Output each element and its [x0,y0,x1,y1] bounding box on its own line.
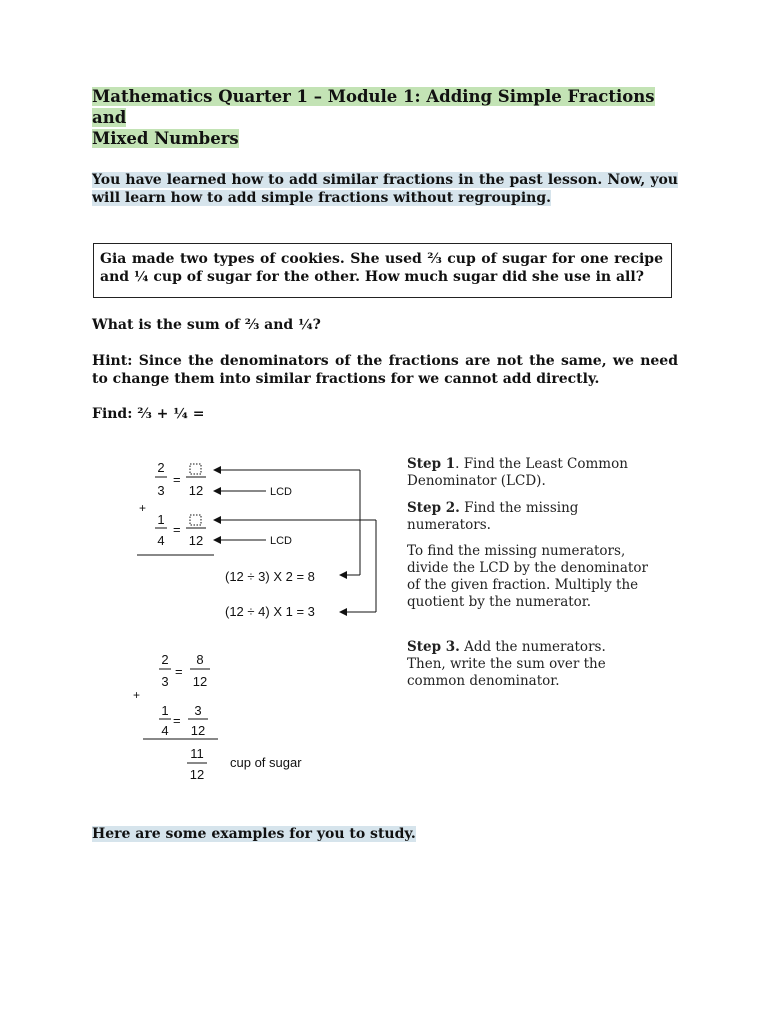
sum-unit: cup of sugar [230,755,302,770]
bot-eq-2: = [173,713,181,728]
examples-text: Here are some examples for you to study. [92,826,416,842]
top-r2-den: 12 [188,533,204,548]
bot-plus: + [133,688,141,702]
bot-f2-num: 1 [161,703,169,718]
find-text: Find: ⅔ + ¼ = [92,406,205,422]
top-f1-num: 2 [157,460,165,475]
step-1 [407,456,657,490]
step-2 [407,500,657,534]
document-title [92,86,692,149]
title-line-2: Mixed Numbers [92,129,239,148]
intro-text: You have learned how to add similar fractions in the past lesson. Now, you will learn how to add simple fractions without regrouping. [92,172,678,206]
missing-numerator-box-2 [190,515,201,525]
top-eq-2: = [173,522,181,537]
calc-line-1: (12 ÷ 3) X 2 = 8 [225,569,315,584]
hint-text: Hint: Since the denominators of the fractions are not the same, we need to change them into similar fractions for we cannot add directly. [92,353,678,387]
sum-num: 11 [190,746,204,761]
step-1-label: Step 1 [407,456,456,472]
step-3 [407,639,622,690]
step-3-label: Step 3. [407,639,460,655]
examples-intro [92,825,416,843]
sum-den: 12 [189,767,205,782]
bot-r1-num: 8 [196,652,204,667]
top-f2-den: 4 [157,533,165,548]
lcd-label-1: LCD [270,486,293,498]
bot-f2-den: 4 [161,723,169,738]
step-2-explanation [407,543,652,611]
title-line-1: Mathematics Quarter 1 – Module 1: Adding Simple Fractions and [92,87,655,127]
problem-box [93,243,672,298]
bot-f1-den: 3 [161,674,169,689]
missing-numerator-box-1 [190,464,201,474]
top-f2-num: 1 [157,512,165,527]
bot-r2-num: 3 [194,703,202,718]
step-3-text: Add the numerators. Then, write the sum over the common denominator. [407,639,606,689]
bot-r1-den: 12 [192,674,208,689]
step-2-explanation-text: To find the missing numerators, divide the LCD by the denominator of the given fraction. Multiply the quotient by the numerator. [407,543,648,610]
top-eq-1: = [173,472,181,487]
intro-paragraph [92,171,678,207]
bot-f1-num: 2 [161,652,169,667]
top-plus: + [139,501,147,515]
top-r1-den: 12 [188,483,204,498]
step-2-label: Step 2. [407,500,460,516]
fraction-diagram [120,450,400,790]
bot-r2-den: 12 [190,723,206,738]
question-text: What is the sum of ⅔ and ¼? [92,317,321,333]
step-2-text: Find the missing numerators. [407,500,579,533]
problem-text: Gia made two types of cookies. She used ⅔ cup of sugar for one recipe and ¼ cup of sugar for the other. How much sugar did she use in all? [100,251,663,285]
calc-line-2: (12 ÷ 4) X 1 = 3 [225,604,315,619]
lcd-label-2: LCD [270,535,293,547]
top-f1-den: 3 [157,483,165,498]
step-1-text: . Find the Least Common Denominator (LCD). [407,456,628,489]
bot-eq-1: = [175,664,183,679]
